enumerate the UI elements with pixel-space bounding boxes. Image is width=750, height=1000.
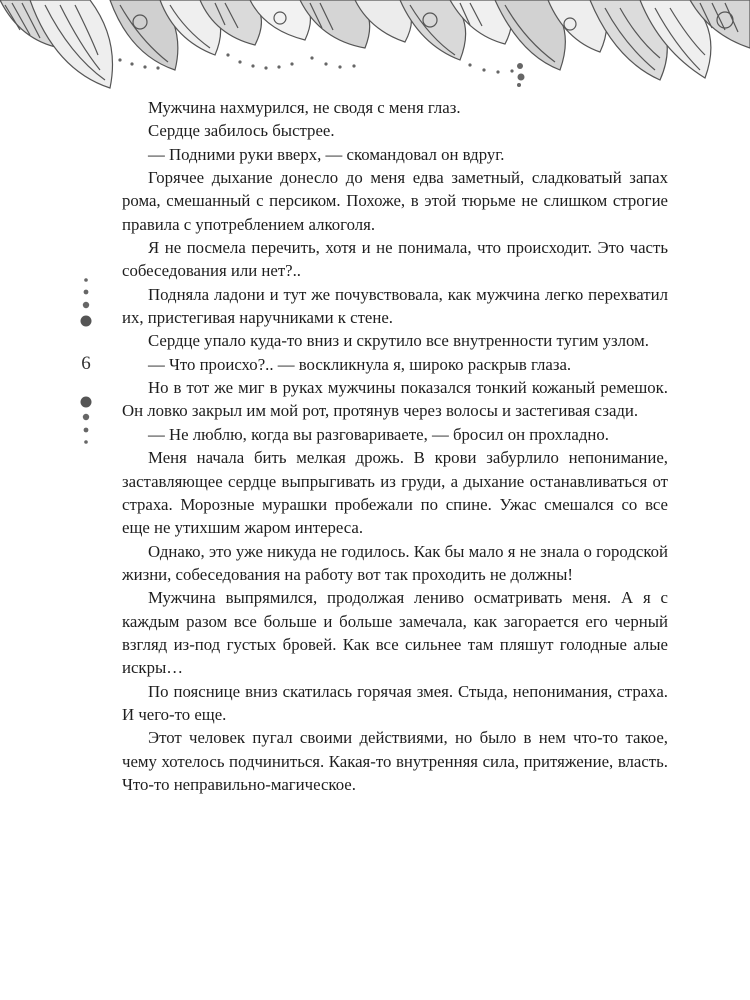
paragraph: Однако, это уже никуда не годилось. Как бы мало я не знала о городской жизни, собеседования на работу вот так проходить не должны!: [122, 541, 668, 584]
paragraph: Горячее дыхание донесло до меня едва заметный, сладковатый запах рома, смешанный с персиком. Похоже, в этой тюрьме не слишком строгие правила с употреблением алкоголя.: [122, 168, 668, 234]
paragraph: Сердце забилось быстрее.: [148, 121, 335, 141]
paragraph: — Что происхо?.. — воскликнула я, широко раскрыв глаза.: [148, 354, 572, 374]
paragraph: — Подними руки вверх, — скомандовал он вдруг.: [148, 144, 505, 164]
body-text: [122, 96, 668, 796]
paragraph: — Не люблю, когда вы разговариваете, — бросил он прохладно.: [148, 424, 609, 444]
paragraph: Но в тот же миг в руках мужчины показался тонкий кожаный ремешок. Он ловко закрыл им мой рот, протянув через волосы и застегивая сзади.: [122, 378, 668, 421]
paragraph: Сердце упало куда-то вниз и скрутило все внутренности тугим узлом.: [148, 331, 649, 351]
paragraph: Этот человек пугал своими действиями, но было в нем что-то такое, чему хотелось подчиниться. Какая-то внутренняя сила, притяжение, власть. Что-то неправильно-магическое.: [122, 728, 668, 794]
paragraph: Мужчина нахмурился, не сводя с меня глаз.: [148, 98, 461, 117]
page-number: 6: [81, 353, 91, 374]
paragraph: Мужчина выпрямился, продолжая лениво осматривать меня. А я с каждым разом все больше и больше замечала, как загорается его черный взгляд из-под густых бровей. Как все сильнее там пляшут голодные алые искры…: [122, 588, 668, 678]
paragraph: Я не посмела перечить, хотя и не понимала, что происходит. Это часть собеседования или нет?..: [122, 238, 668, 281]
paragraph: Подняла ладони и тут же почувствовала, как мужчина легко перехватил их, пристегивая наручниками к стене.: [122, 284, 668, 328]
floral-header-ornament: [0, 0, 750, 92]
paragraph: Меня начала бить мелкая дрожь. В крови забурлило непонимание, заставляющее сердце выпрыгивать из груди, а дыхание останавливаться от страха. Морозные мурашки пробежали по спине. Ужас смешался со все еще не утихшим жаром интереса.: [122, 448, 668, 538]
paragraph: По пояснице вниз скатилась горячая змея. Стыда, непонимания, страха. И чего-то еще.: [122, 681, 668, 724]
